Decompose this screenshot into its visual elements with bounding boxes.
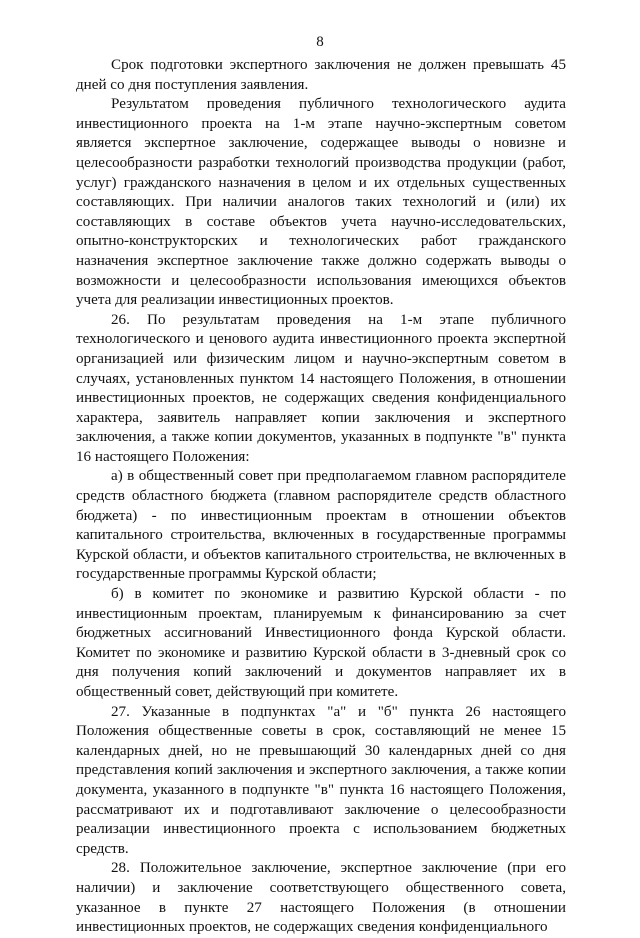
paragraph-subitem-b: б) в комитет по экономике и развитию Курской области - по инвестиционным проектам, планируемым к финансированию за счет бюджетных ассигнований Инвестиционного фонда Курской области. Комитет по экономике и развитию Курской области в 3-дневный срок со дня получения копий заключений и документов направляет их в общественный совет, действующий при комитете. [76,586,566,700]
paragraph-item-28: 28. Положительное заключение, экспертное заключение (при его наличии) и заключение соответствующего общественного совета, указанное в пункте 27 настоящего Положения (в отношении инвестиционных проектов, не содержащих сведения конфиденциального [76,860,566,936]
paragraph-item-27: 27. Указанные в подпунктах "а" и "б" пункта 26 настоящего Положения общественные советы в срок, составляющий не менее 15 календарных дней, но не превышающий 30 календарных дней со дня представления копий заключения и экспертного заключения, а также копии документа, указанного в подпункте "в" пункта 16 настоящего Положения, рассматривают их и подготавливают заключение о целесообразности реализации инвестиционного проекта с использованием бюджетных средств. [76,703,566,857]
paragraph-audit-result: Результатом проведения публичного технологического аудита инвестиционного проекта на 1-м этапе научно-экспертным советом является экспертное заключение, содержащее выводы о новизне и целесообразности разработки технологий производства продукции (работ, услуг) гражданского назначения в целом и их отдельных существенных составляющих. При наличии аналогов таких технологий и (или) их составляющих в составе объектов учета научно-исследовательских, опытно-конструкторских и технологических работ гражданского назначения экспертное заключение также должно содержать выводы о возможности и целесообразности использования имеющихся объектов учета для реализации инвестиционных проектов. [76,96,566,309]
paragraph-item-26: 26. По результатам проведения на 1-м этапе публичного технологического и ценового аудита инвестиционного проекта экспертной организацией или физическим лицом и научно-экспертным советом в случаях, установленных пунктом 14 настоящего Положения, в отношении инвестиционных проектов, не содержащих сведения конфиденциального характера, заявитель направляет копии заключения и экспертного заключения, а также копии документов, указанных в подпункте "в" пункта 16 настоящего Положения: [76,311,566,465]
document-body [76,56,566,938]
paragraph-deadline: Срок подготовки экспертного заключения не должен превышать 45 дней со дня поступления заявления. [76,57,566,93]
page-number: 8 [316,34,324,50]
paragraph-subitem-a: а) в общественный совет при предполагаемом главном распорядителе средств областного бюджета (главном распорядителе средств областного бюджета) - по инвестиционным проектам в отношении объектов капитального строительства, включенных в государственные программы Курской области, и объектов капитального строительства, не включенных в государственные программы Курской области; [76,468,566,583]
